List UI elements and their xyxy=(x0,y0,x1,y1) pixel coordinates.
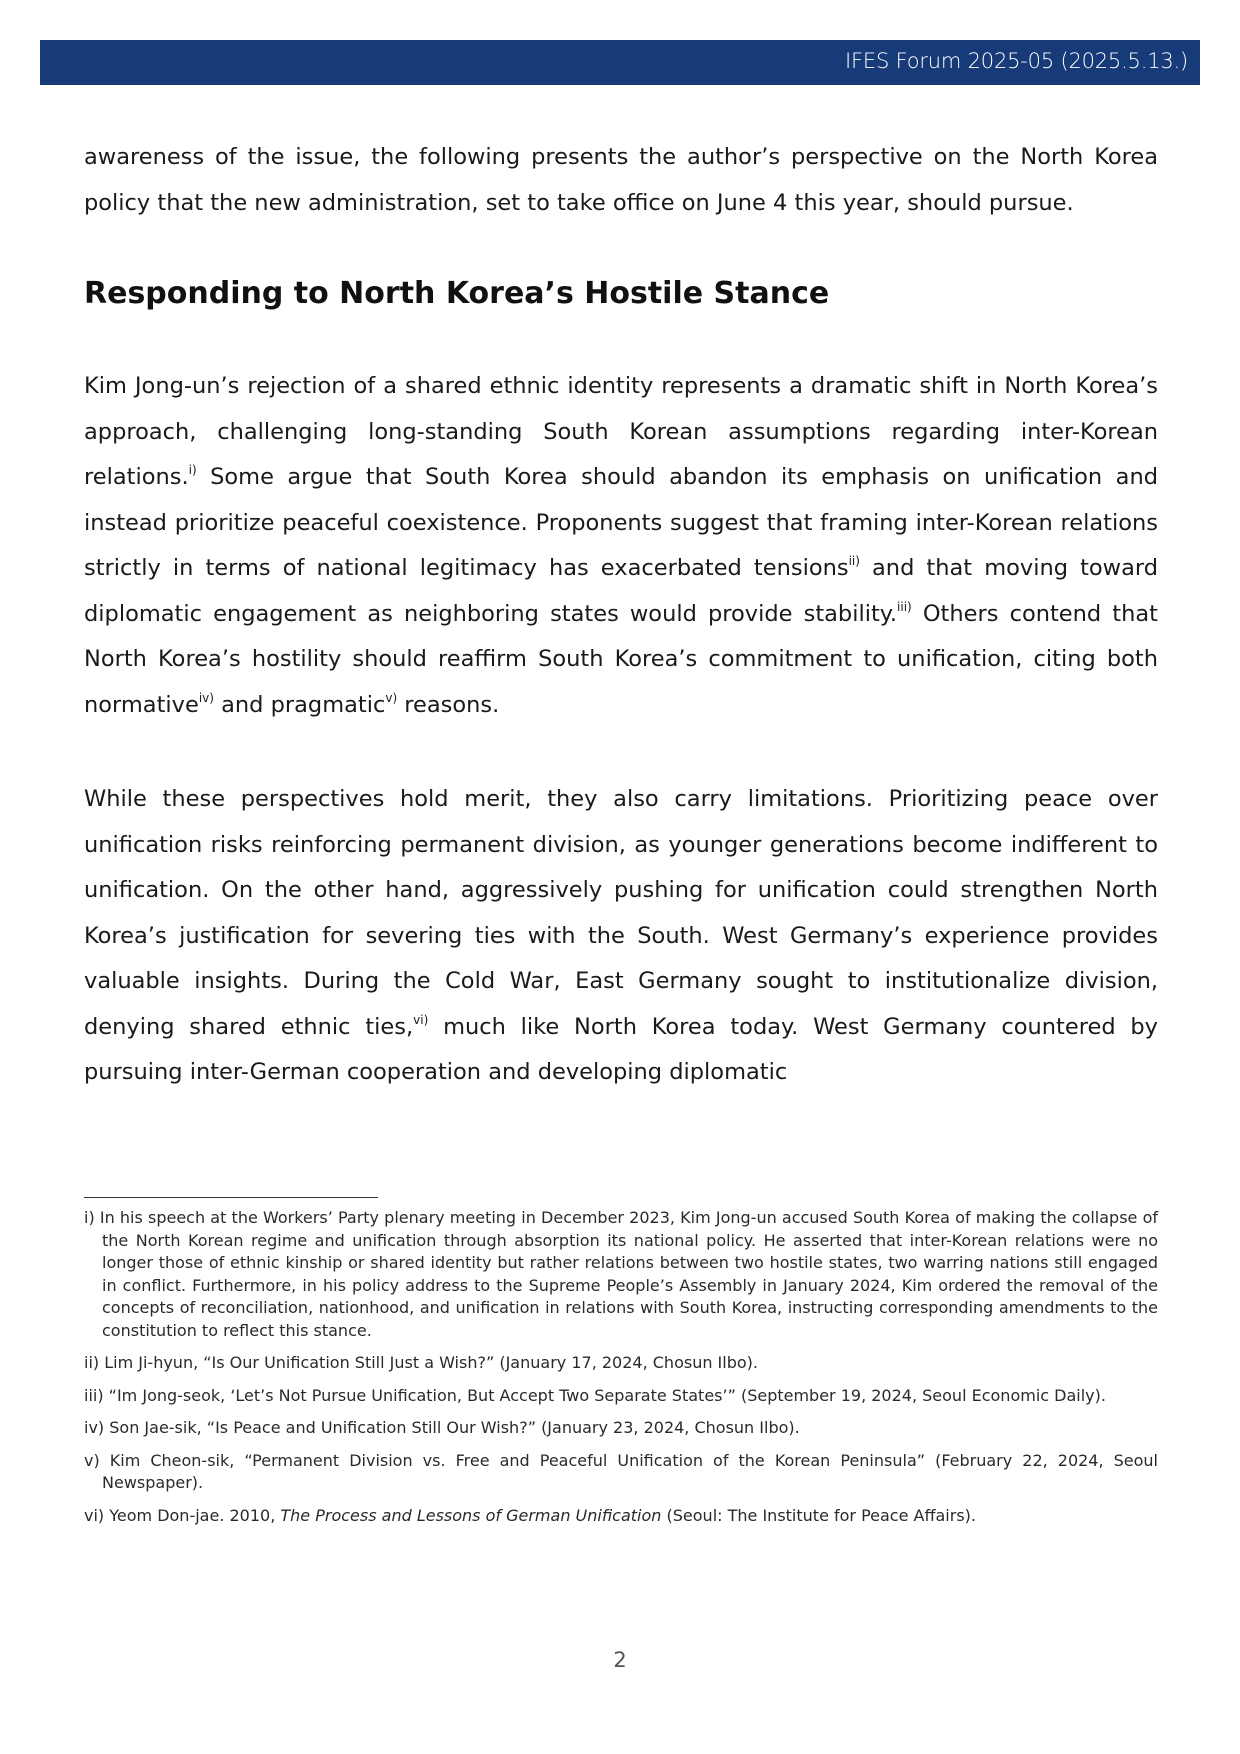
paragraph-text: and that moving toward diplomatic engagement as neighboring states would provide stability. xyxy=(84,555,1159,627)
footnote-ii: ii) Lim Ji-hyun, “Is Our Unification Still Just a Wish?” (January 17, 2024, Chosun Ilbo). xyxy=(84,1353,758,1372)
intro-text: awareness of the issue, the following presents the author’s perspective on the North Korea policy that the new administration, set to take office on June 4 this year, should pursue. xyxy=(84,144,1158,216)
footnote-ref-iv: iv) xyxy=(198,690,214,705)
paragraph-text: much like North Korea today. West Germany countered by pursuing inter-German cooperation and developing diplomatic xyxy=(84,1013,1158,1085)
footnote-vi-prefix: vi) Yeom Don-jae. 2010, xyxy=(84,1505,281,1525)
paragraph-text: Kim Jong-un’s rejection of a shared ethnic identity represents a dramatic shift in North Korea’s approach, challenging long-standing South Korean assumptions regarding inter-Korean relations. xyxy=(84,373,1158,490)
footnote-divider xyxy=(84,1197,378,1198)
body-paragraph-1 xyxy=(84,364,1158,728)
footnote-ref-ii: ii) xyxy=(848,554,860,568)
footnote-vi-title: The Process and Lessons of German Unification xyxy=(280,1505,662,1525)
footnote-vi xyxy=(84,1505,1158,1528)
footnote-ref-v: v) xyxy=(385,690,398,705)
footnotes xyxy=(84,1207,1158,1537)
footnote-i: i) In his speech at the Workers’ Party plenary meeting in December 2023, Kim Jong-un accused South Korea of making the collapse of the North Korean regime and unification through absorption its national policy. He asserted that inter-Korean relations were no longer those of ethnic kinship or shared identity but rather relations between two hostile states, two warring nations still engaged in conflict. Furthermore, in his policy address to the Supreme People’s Assembly in January 2024, Kim ordered the removal of the concepts of reconciliation, nationhood, and unification in relations with South Korea, instructing corresponding amendments to the constitution to reflect this stance. xyxy=(84,1208,1158,1340)
footnote-ref-iii: iii) xyxy=(897,599,912,614)
paragraph-text: Others contend that North Korea’s hostility should reaffirm South Korea’s commitment to unification, citing both normative xyxy=(84,600,1158,718)
header-label: IFES Forum 2025-05 (2025.5.13.) xyxy=(845,49,1188,73)
body-paragraph-2 xyxy=(84,777,1158,1096)
footnote-iv: iv) Son Jae-sik, “Is Peace and Unification Still Our Wish?” (January 23, 2024, Chosun Ilbo). xyxy=(84,1418,800,1437)
footnote-v: v) Kim Cheon-sik, “Permanent Division vs. Free and Peaceful Unification of the Korean Peninsula” (February 22, 2024, Seoul Newspaper). xyxy=(84,1450,1158,1492)
page-number: 2 xyxy=(613,1648,627,1672)
footnote-vi-suffix: (Seoul: The Institute for Peace Affairs). xyxy=(661,1505,976,1525)
paragraph-text: While these perspectives hold merit, they also carry limitations. Prioritizing peace over unification risks reinforcing permanent division, as younger generations become indifferent to unification. On the other hand, aggressively pushing for unification could strengthen North Korea’s justification for severing ties with the South. West Germany’s experience provides valuable insights. During the Cold War, East Germany sought to institutionalize division, denying shared ethnic ties, xyxy=(84,786,1158,1040)
paragraph-text: Some argue that South Korea should abandon its emphasis on unification and instead prioritize peaceful coexistence. Proponents suggest that framing inter-Korean relations strictly in terms of national legitimacy has exacerbated tensions xyxy=(84,464,1158,581)
footnote-iii: iii) “Im Jong-seok, ‘Let’s Not Pursue Unification, But Accept Two Separate States’” (September 19, 2024, Seoul Economic Daily). xyxy=(84,1385,1106,1405)
footnote-ref-i: i) xyxy=(188,463,197,477)
intro-paragraph xyxy=(84,135,1158,226)
paragraph-text: and pragmatic xyxy=(213,691,386,718)
section-heading: Responding to North Korea’s Hostile Stance xyxy=(84,276,830,311)
footnote-ref-vi: vi) xyxy=(413,1012,429,1027)
paragraph-text: reasons. xyxy=(397,691,500,718)
header-bar xyxy=(40,40,1200,85)
